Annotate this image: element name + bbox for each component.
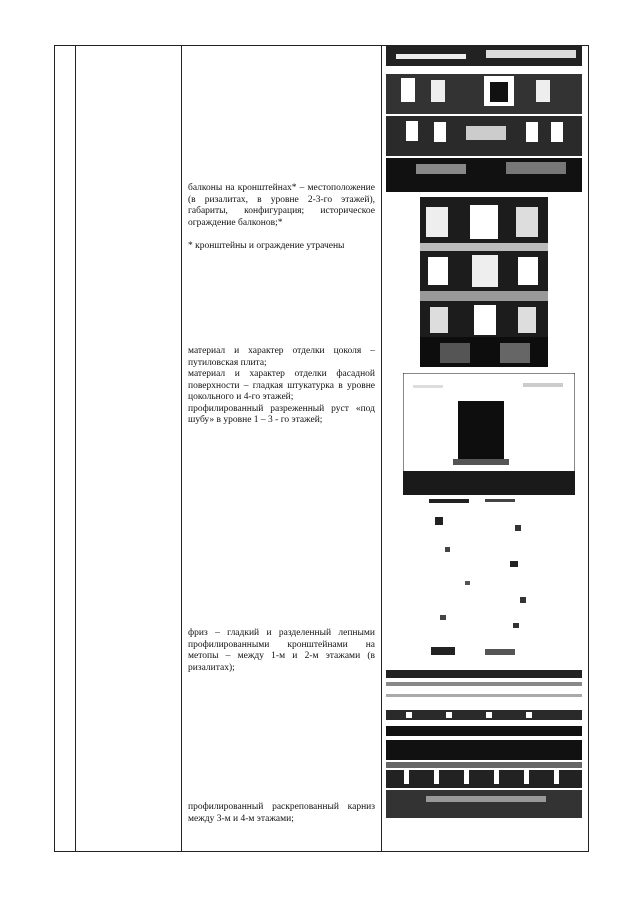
column-divider-3 (381, 46, 382, 851)
text-line: фриз – гладкий и разделенный лепными профилированными кронштейнами на метопы – между 1-м и 2-м этажами (в ризалитах); (188, 628, 375, 673)
text-line: балконы на кронштейнах* – местоположение (в ризалитах, в уровне 2-3-го этажей), габариты, конфигурация; историческое ограждение балконов;* (188, 183, 375, 228)
photo-plinth-door (403, 373, 575, 495)
photo-rustication (425, 497, 551, 665)
text-line: материал и характер отделки фасадной поверхности – гладкая штукатурка в уровне цокольного и 4-го этажей; (188, 369, 375, 402)
text-frieze (188, 628, 375, 674)
text-line (188, 229, 375, 241)
text-line: профилированный разреженный руст «под шубу» в уровне 1 – 3 - го этажей; (188, 403, 375, 425)
photo-facade-balconies (386, 46, 582, 192)
text-line: * кронштейны и ограждение утрачены (188, 240, 345, 251)
column-divider-2 (181, 46, 182, 851)
text-balconies (188, 183, 375, 252)
text-line: профилированный раскрепованный карниз между 3-м и 4-м этажами; (188, 802, 375, 824)
text-line: материал и характер отделки цоколя – путиловская плита; (188, 346, 375, 368)
text-finish (188, 346, 375, 427)
column-divider-1 (75, 46, 76, 851)
photo-frieze (386, 670, 582, 736)
photo-cornice (386, 740, 582, 818)
text-cornice (188, 802, 375, 825)
photo-facade-tall (420, 197, 548, 367)
